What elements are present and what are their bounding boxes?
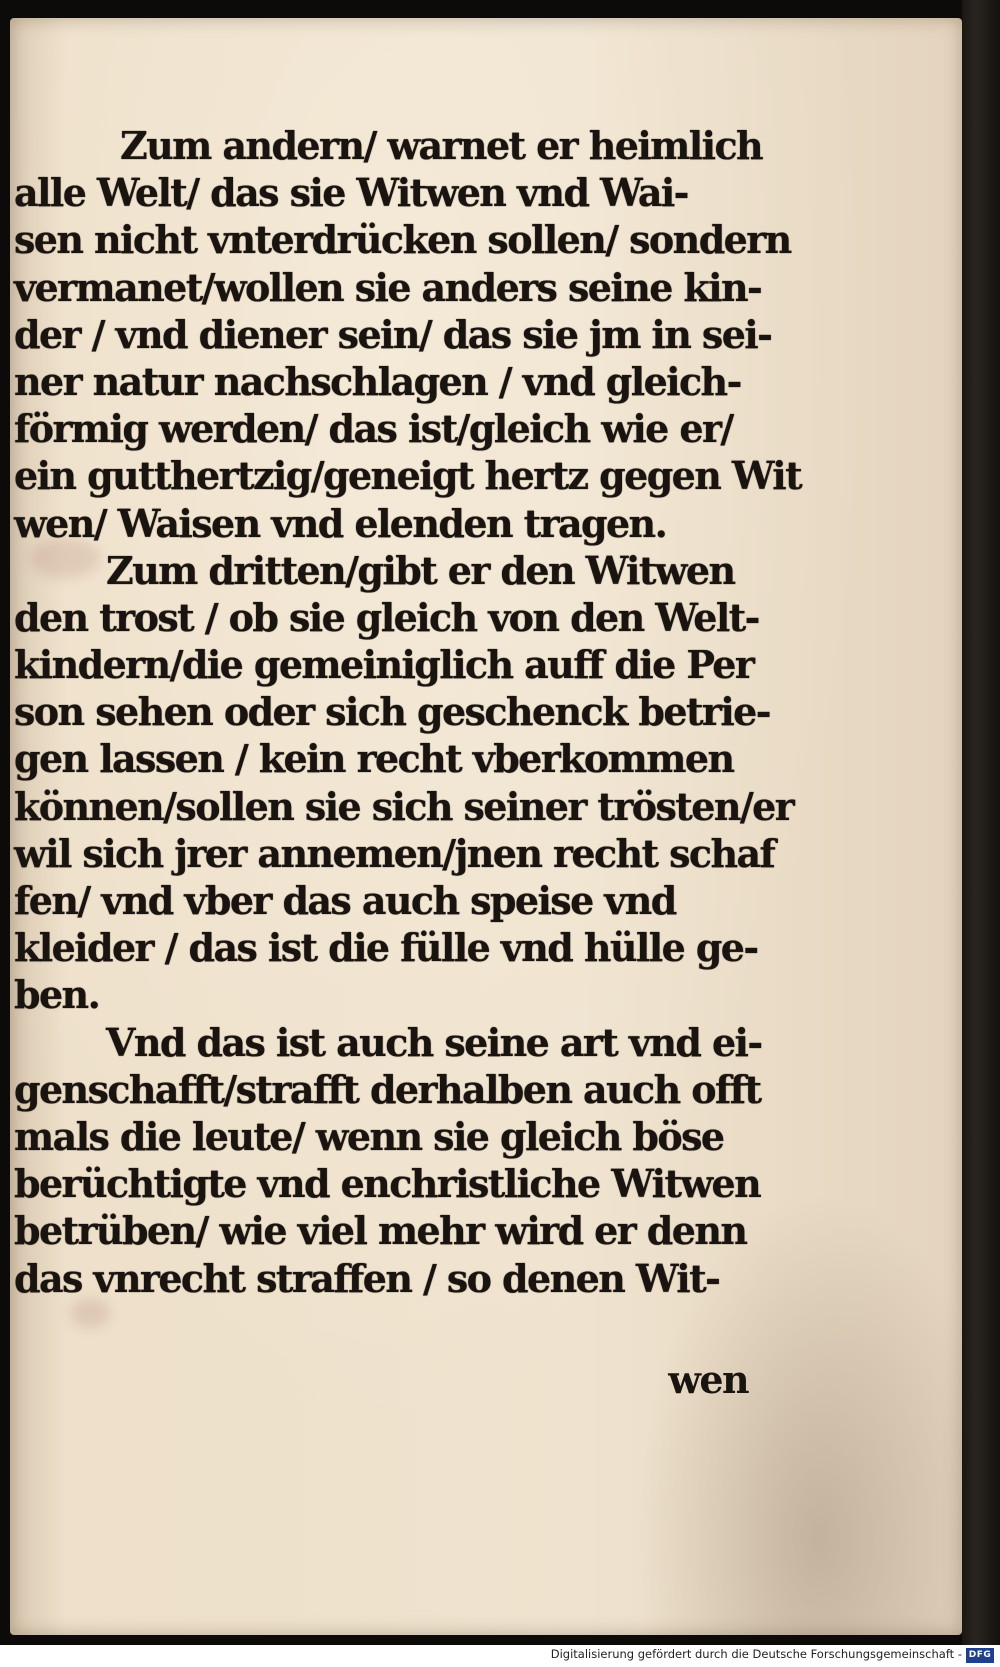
footer-bar bbox=[0, 1645, 1000, 1667]
text-line: das vnrecht straffen / so denen Wit- bbox=[14, 1255, 720, 1301]
text-line: Zum dritten/gibt er den Witwen bbox=[106, 547, 735, 593]
text-line: können/sollen sie sich seiner trösten/er bbox=[14, 783, 794, 829]
text-line: son sehen oder sich geschenck betrie- bbox=[14, 689, 770, 735]
text-line: ner natur nachschlagen / vnd gleich- bbox=[14, 358, 741, 404]
text-line: ein gutthertzig/geneigt hertz gegen Wit bbox=[14, 453, 802, 499]
text-line: kindern/die gemeiniglich auff die Per bbox=[14, 642, 754, 688]
text-line: förmig werden/ das ist/gleich wie er/ bbox=[14, 406, 733, 452]
text-line: genschafft/strafft derhalben auch offt bbox=[14, 1066, 761, 1112]
paper-stain bbox=[70, 1298, 110, 1328]
text-line: vermanet/wollen sie anders seine kin- bbox=[14, 264, 762, 310]
text-line: betrüben/ wie viel mehr wird er denn bbox=[14, 1208, 747, 1254]
text-line: sen nicht vnterdrücken sollen/ sondern bbox=[14, 217, 791, 263]
page-text bbox=[14, 122, 802, 1302]
text-line: Zum andern/ warnet er heimlich bbox=[120, 123, 763, 168]
text-line: wil sich jrer annemen/jnen recht schaf bbox=[14, 830, 775, 876]
dfg-logo-icon: DFG bbox=[966, 1648, 994, 1663]
footer-credit: Digitalisierung gefördert durch die Deutsche Forschungsgemeinschaft - bbox=[550, 1647, 962, 1661]
text-line: kleider / das ist die fülle vnd hülle ge- bbox=[14, 925, 758, 971]
text-line: mals die leute/ wenn sie gleich böse bbox=[14, 1113, 724, 1159]
text-line: alle Welt/ das sie Witwen vnd Wai- bbox=[14, 170, 688, 216]
text-line: gen lassen / kein recht vberkommen bbox=[14, 736, 734, 782]
text-line: Vnd das ist auch seine art vnd ei- bbox=[106, 1019, 762, 1065]
text-line: ben. bbox=[14, 972, 100, 1018]
text-line: der / vnd diener sein/ das sie jm in sei- bbox=[14, 311, 772, 357]
text-line: berüchtigte vnd enchristliche Witwen bbox=[14, 1161, 761, 1207]
text-line: wen/ Waisen vnd elenden tragen. bbox=[14, 500, 667, 546]
book-edge bbox=[962, 0, 1000, 1645]
text-line: den trost / ob sie gleich von den Welt- bbox=[14, 594, 759, 640]
text-line: fen/ vnd vber das auch speise vnd bbox=[14, 878, 676, 923]
catchword: wen bbox=[668, 1357, 748, 1402]
